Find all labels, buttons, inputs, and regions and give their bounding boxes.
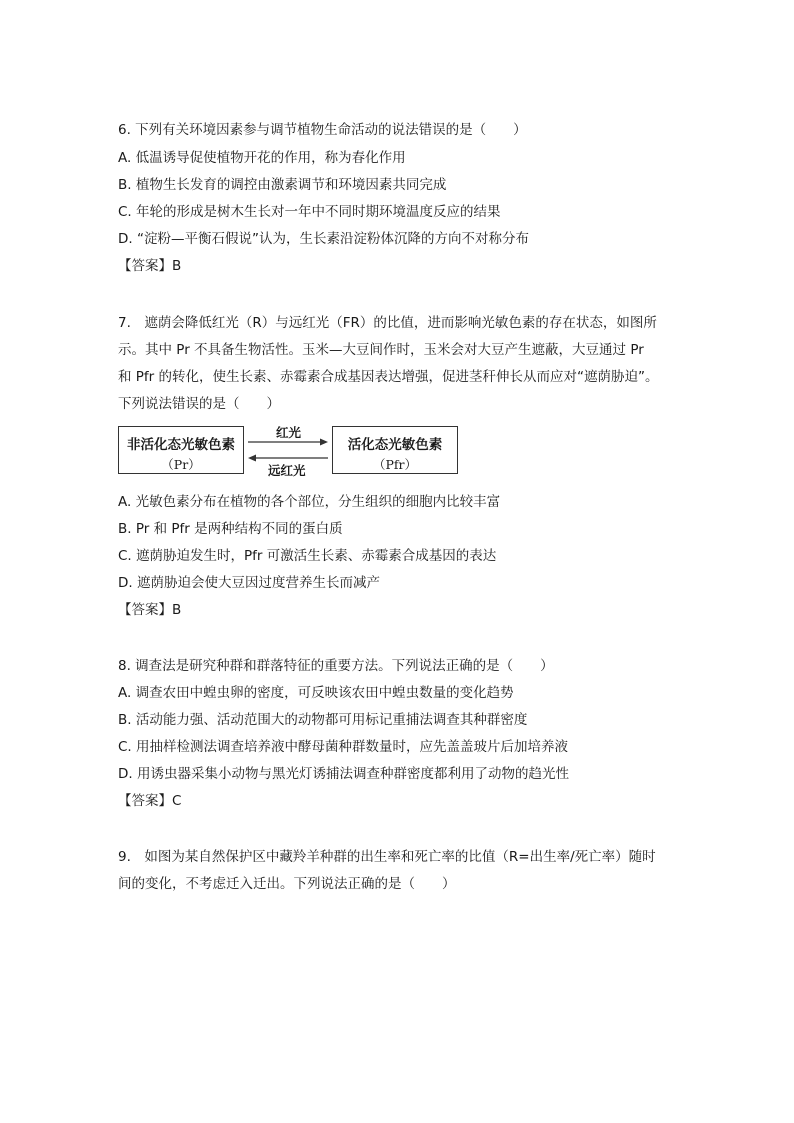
active-phytochrome-title: 活化态光敏色素: [347, 437, 443, 453]
q6-option-c: C. 年轮的形成是树木生长对一年中不同时期环境温度反应的结果: [118, 204, 501, 220]
q8-option-c: C. 用抽样检测法调查培养液中酵母菌种群数量时，应先盖盖玻片后加培养液: [118, 739, 569, 755]
q8-option-d: D. 用诱虫器采集小动物与黑光灯诱捕法调查种群密度都利用了动物的趋光性: [118, 766, 569, 782]
q6-option-d: D. “淀粉—平衡石假说”认为，生长素沿淀粉体沉降的方向不对称分布: [118, 231, 529, 247]
phytochrome-conversion-diagram: [118, 424, 458, 478]
q7-option-c: C. 遮荫胁迫发生时，Pfr 可激活生长素、赤霉素合成基因的表达: [118, 548, 497, 564]
q7-answer: 【答案】B: [118, 602, 182, 618]
q7-option-d: D. 遮荫胁迫会使大豆因过度营养生长而减产: [118, 575, 380, 591]
q8-option-a: A. 调查农田中蝗虫卵的密度，可反映该农田中蝗虫数量的变化趋势: [118, 685, 514, 701]
active-phytochrome-sub: （Pfr）: [372, 457, 417, 472]
backward-arrow-head: [248, 455, 256, 462]
far-red-light-label: 远红光: [268, 463, 306, 478]
q8-answer: 【答案】C: [118, 793, 182, 809]
red-light-label: 红光: [276, 425, 302, 440]
q9-stem-line-2: 间的变化，不考虑迁入迁出。下列说法正确的是（ ）: [118, 876, 456, 892]
inactive-phytochrome-box: [118, 426, 244, 474]
q7-stem-line-2: 示。其中 Pr 不具备生物活性。玉米—大豆间作时，玉米会对大豆产生遮蔽，大豆通过 Pr: [118, 342, 644, 358]
inactive-phytochrome-title: 非活化态光敏色素: [127, 437, 235, 453]
q7-stem-line-1: 7. 遮荫会降低红光（R）与远红光（FR）的比值，进而影响光敏色素的存在状态，如图所: [118, 315, 657, 331]
active-phytochrome-box: [332, 426, 458, 474]
q6-option-a: A. 低温诱导促使植物开花的作用，称为春化作用: [118, 150, 406, 166]
forward-arrow-head: [320, 439, 328, 446]
q6-option-b: B. 植物生长发育的调控由激素调节和环境因素共同完成: [118, 177, 447, 193]
q7-stem-line-3: 和 Pfr 的转化，使生长素、赤霉素合成基因表达增强，促进茎秆伸长从而应对“遮荫胁迫”。: [118, 369, 659, 385]
q6-answer: 【答案】B: [118, 258, 182, 274]
q8-option-b: B. 活动能力强、活动范围大的动物都可用标记重捕法调查其种群密度: [118, 712, 528, 728]
q9-stem-line-1: 9. 如图为某自然保护区中藏羚羊种群的出生率和死亡率的比值（R=出生率/死亡率）随时: [118, 849, 656, 865]
q6-stem-line-1: 6. 下列有关环境因素参与调节植物生命活动的说法错误的是（ ）: [118, 122, 527, 138]
q7-stem-line-4: 下列说法错误的是（ ）: [118, 396, 280, 412]
q7-option-b: B. Pr 和 Pfr 是两种结构不同的蛋白质: [118, 521, 343, 537]
inactive-phytochrome-sub: （Pr）: [161, 457, 201, 472]
q8-stem-line-1: 8. 调查法是研究种群和群落特征的重要方法。下列说法正确的是（ ）: [118, 658, 554, 674]
q7-option-a: A. 光敏色素分布在植物的各个部位，分生组织的细胞内比较丰富: [118, 494, 501, 510]
